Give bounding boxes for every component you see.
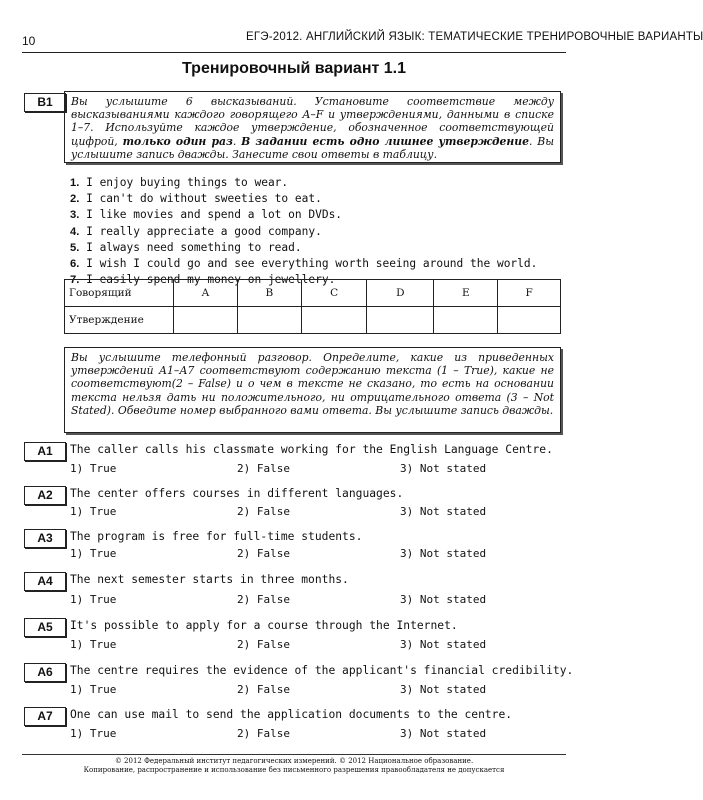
statement-item bbox=[70, 224, 537, 240]
option-true[interactable]: 1) True bbox=[70, 683, 117, 696]
b1-instruction-part: . bbox=[232, 134, 242, 148]
question-text: The program is free for full-time students. bbox=[70, 530, 363, 543]
option-false[interactable]: 2) False bbox=[237, 462, 290, 475]
page-number: 10 bbox=[22, 34, 36, 48]
task-label-a7: A7 bbox=[24, 707, 66, 726]
option-false[interactable]: 2) False bbox=[237, 505, 290, 518]
option-not-stated[interactable]: 3) Not stated bbox=[400, 683, 487, 696]
answer-cell[interactable] bbox=[498, 307, 561, 334]
option-false[interactable]: 2) False bbox=[237, 727, 290, 740]
option-not-stated[interactable]: 3) Not stated bbox=[400, 547, 487, 560]
option-false[interactable]: 2) False bbox=[237, 683, 290, 696]
statement-number: 6. bbox=[70, 258, 80, 271]
footer-copyright: © 2012 Федеральный институт педагогических измерений. © 2012 Национальное образование. bbox=[114, 757, 474, 765]
answer-cell[interactable] bbox=[301, 307, 366, 334]
speaker-cell: B bbox=[237, 280, 301, 307]
statement-number: 7. bbox=[70, 274, 80, 287]
statement-list bbox=[70, 175, 537, 288]
option-true[interactable]: 1) True bbox=[70, 547, 117, 560]
option-true[interactable]: 1) True bbox=[70, 727, 117, 740]
statement-text: I always need something to read. bbox=[86, 240, 302, 254]
statement-text: I really appreciate a good company. bbox=[86, 224, 322, 238]
speaker-cell: E bbox=[434, 280, 498, 307]
answer-table bbox=[64, 279, 561, 334]
option-false[interactable]: 2) False bbox=[237, 638, 290, 651]
question-text: The caller calls his classmate working for the English Language Centre. bbox=[70, 443, 553, 456]
option-true[interactable]: 1) True bbox=[70, 505, 117, 518]
b1-instruction-emphasis: В задании есть одно лишнее утверждение bbox=[241, 134, 530, 148]
option-not-stated[interactable]: 3) Not stated bbox=[400, 593, 487, 606]
b1-instruction-box bbox=[64, 91, 561, 163]
statement-text: I like movies and spend a lot on DVDs. bbox=[86, 208, 343, 222]
option-not-stated[interactable]: 3) Not stated bbox=[400, 638, 487, 651]
speaker-cell: F bbox=[498, 280, 561, 307]
running-head: ЕГЭ-2012. АНГЛИЙСКИЙ ЯЗЫК: ТЕМАТИЧЕСКИЕ ТРЕНИРОВОЧНЫЕ ВАРИАНТЫ bbox=[246, 31, 703, 43]
b1-instruction-emphasis: только один раз bbox=[122, 134, 233, 148]
footer-rule bbox=[22, 754, 566, 755]
statement-item bbox=[70, 207, 537, 223]
speaker-row-label: Говорящий bbox=[65, 280, 174, 307]
statement-item bbox=[70, 175, 537, 191]
speaker-cell: D bbox=[367, 280, 434, 307]
speaker-row bbox=[65, 280, 561, 307]
statement-text: I can't do without sweeties to eat. bbox=[86, 192, 322, 206]
task-label-a2: A2 bbox=[24, 486, 66, 505]
header-rule bbox=[22, 52, 566, 53]
statement-row bbox=[65, 307, 561, 334]
option-false[interactable]: 2) False bbox=[237, 547, 290, 560]
option-false[interactable]: 2) False bbox=[237, 593, 290, 606]
b1-instruction-part: Вы услышите 6 высказываний. Установите соответствие между высказываниями каждого говорящего A–F и утверждениями, данными в списке 1–7. Используйте каждое утверждение, обозначенное соответствующей цифрой, bbox=[71, 95, 554, 148]
question-text: The center offers courses in different languages. bbox=[70, 487, 404, 500]
statement-text: I wish I could go and see everything worth seeing around the world. bbox=[86, 257, 538, 271]
task-label-b1: B1 bbox=[24, 93, 66, 112]
option-true[interactable]: 1) True bbox=[70, 462, 117, 475]
task-label-a3: A3 bbox=[24, 529, 66, 548]
statement-number: 5. bbox=[70, 241, 80, 254]
statement-number: 4. bbox=[70, 225, 80, 238]
question-text: One can use mail to send the application documents to the centre. bbox=[70, 708, 513, 721]
statement-number: 3. bbox=[70, 209, 80, 222]
statement-text: I enjoy buying things to wear. bbox=[86, 176, 289, 189]
option-not-stated[interactable]: 3) Not stated bbox=[400, 505, 487, 518]
task-label-a5: A5 bbox=[24, 618, 66, 637]
statement-item bbox=[70, 256, 537, 272]
answer-cell[interactable] bbox=[434, 307, 498, 334]
statement-number: 1. bbox=[70, 177, 80, 189]
option-not-stated[interactable]: 3) Not stated bbox=[400, 727, 487, 740]
a-instruction-box: Вы услышите телефонный разговор. Определите, какие из приведенных утверждений А1–А7 соответствуют содержанию текста (1 – True), какие не соответствуют(2 – False) и о чем в тексте не сказано, то есть на основании текста нельзя дать ни положительного, ни отрицательного ответа (3 – Not Stated). Обведите номер выбранного вами ответа. Вы услышите запись дважды. bbox=[64, 347, 561, 433]
task-label-a4: A4 bbox=[24, 572, 66, 591]
question-text: The centre requires the evidence of the applicant's financial credibility. bbox=[70, 664, 574, 677]
answer-cell[interactable] bbox=[174, 307, 238, 334]
option-true[interactable]: 1) True bbox=[70, 593, 117, 606]
page-title: Тренировочный вариант 1.1 bbox=[182, 60, 406, 77]
question-text: The next semester starts in three months. bbox=[70, 573, 349, 586]
statement-text: I easily spend my money on jewellery. bbox=[86, 273, 336, 287]
task-label-a1: A1 bbox=[24, 442, 66, 461]
statement-item bbox=[70, 191, 537, 207]
option-true[interactable]: 1) True bbox=[70, 638, 117, 651]
answer-cell[interactable] bbox=[237, 307, 301, 334]
speaker-cell: A bbox=[174, 280, 238, 307]
footer-notice: Копирование, распространение и использование без письменного разрешения правообладателя не допускается bbox=[83, 766, 505, 774]
question-text: It's possible to apply for a course through the Internet. bbox=[70, 619, 458, 632]
footer bbox=[0, 757, 588, 775]
task-label-a6: A6 bbox=[24, 663, 66, 682]
speaker-cell: C bbox=[301, 280, 366, 307]
statement-number: 2. bbox=[70, 193, 80, 206]
answer-cell[interactable] bbox=[367, 307, 434, 334]
b1-instruction-part: . Вы услышите запись дважды. Занесите свои ответы в таблицу. bbox=[71, 134, 554, 161]
statement-item bbox=[70, 240, 537, 256]
option-not-stated[interactable]: 3) Not stated bbox=[400, 462, 487, 475]
statement-row-label: Утверждение bbox=[65, 307, 174, 334]
